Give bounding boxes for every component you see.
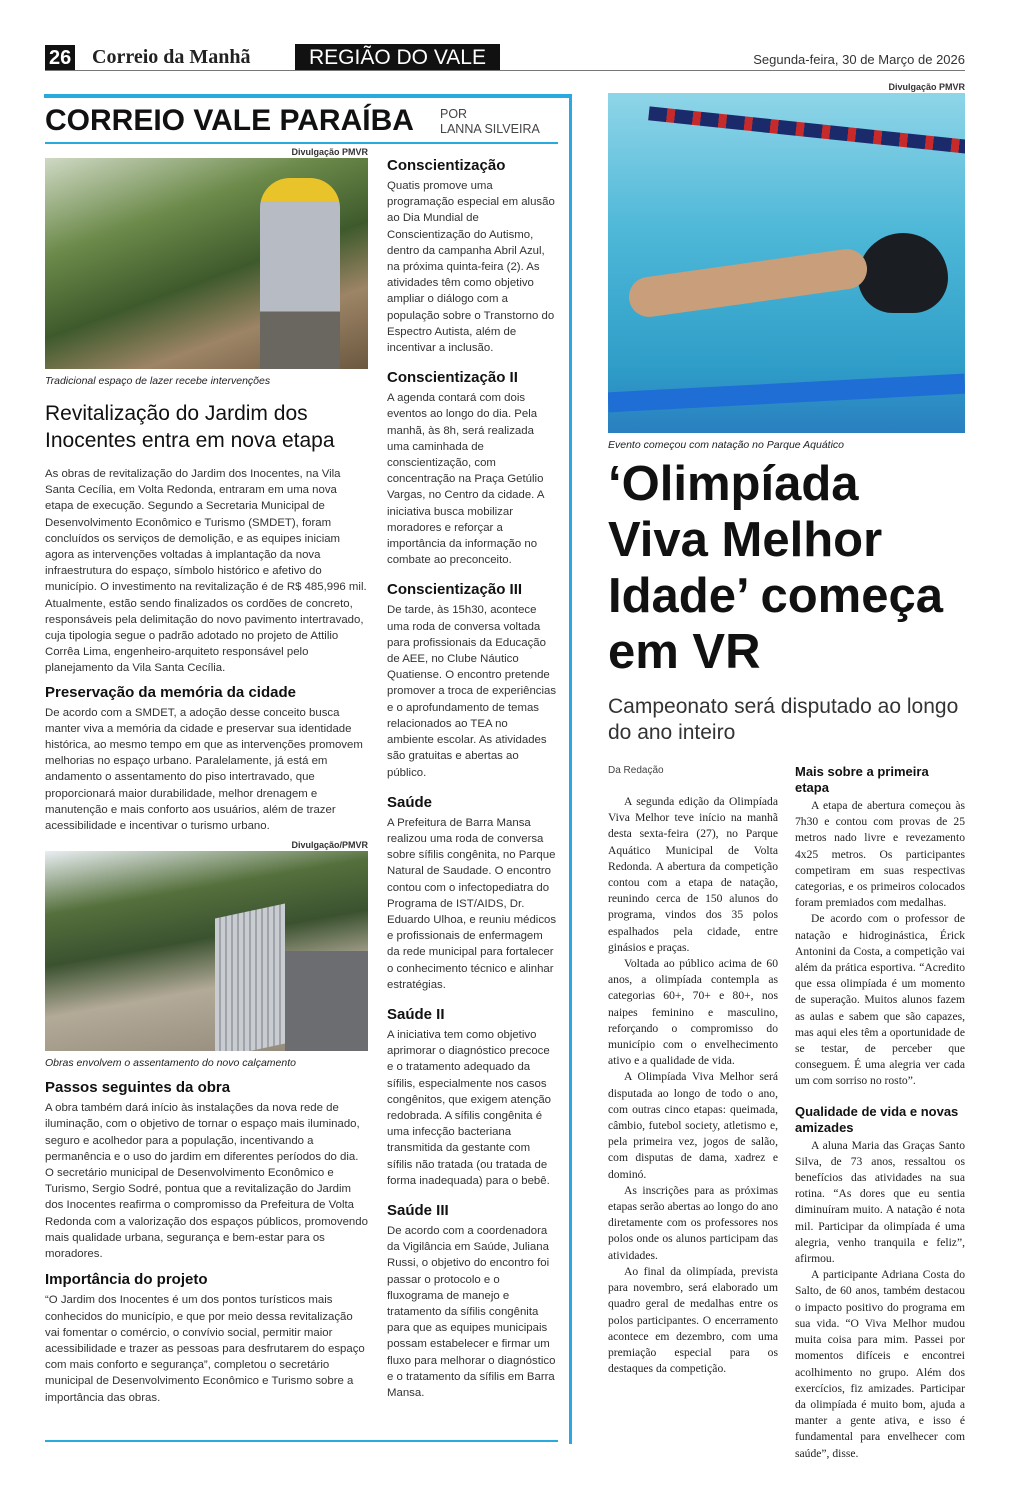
article-headline: Revitalização do Jardim dos Inocentes entra em nova etapa: [45, 402, 335, 452]
paragraph: As inscrições para as próximas etapas serão abertas ao longo do ano diretamente com os professores nos polos onde os alunos participam das atividades.: [608, 1183, 778, 1262]
right-article: [608, 82, 965, 1462]
column-title: CORREIO VALE PARAÍBA: [45, 104, 414, 137]
note-title: Saúde II: [387, 1005, 445, 1023]
article-headline: ‘Olimpíada Viva Melhor Idade’ começa em VR: [608, 457, 944, 679]
subhead: Passos seguintes da obra: [45, 1079, 231, 1097]
page-number: 26: [45, 45, 75, 71]
note-text: A Prefeitura de Barra Mansa realizou uma roda de conversa sobre sífilis congênita, no Parque Natural de Saudade. O encontro contou com o infectopediatra do Programa de IST/AIDS, Dr. Eduardo Ulhoa, e reuniu médicos e profissionais de enfermagem da rede municipal para fortalecer o conhecimento técnico e alinhar estratégias.: [387, 816, 557, 991]
paragraph: A Olimpíada Viva Melhor será disputada ao longo de todo o ano, com outras cinco etapas: queimada, câmbio, futebol society, atletismo e, pela primeira vez, jogos de salão, com disputas de dama, xadrez e dominó.: [608, 1070, 778, 1181]
subhead: Preservação da memória da cidade: [45, 683, 296, 701]
note-text: De acordo com a coordenadora da Vigilância em Saúde, Juliana Russi, o objetivo do encontro foi passar o protocolo e o fluxograma de manejo e tratamento da sífilis congênita para que as equipes municipais possam estabelecer e firmar um fluxo para melhorar o diagnóstico e o tratamento da sífilis em Barra Mansa.: [387, 1224, 556, 1399]
notes-column: [387, 156, 557, 1413]
sidewalk-construction-photo: [45, 851, 368, 1051]
paragraph: Voltada ao público acima de 60 anos, a olimpíada contempla as categorias 60+, 70+ e 80+, nos naipes feminino e masculino, reforçando o compromisso do município com o envelhecimento ativo e a qualidade de vida.: [608, 957, 778, 1068]
article-paragraph: As obras de revitalização do Jardim dos Inocentes, na Vila Santa Cecília, em Volta Redonda, entraram em uma nova etapa de execução. Segundo a Secretaria Municipal de Desenvolvimento Econômico e Turismo (SMDET), foram concluídos os serviços de demolição, e as equipes iniciam agora as intervenções voltadas à implantação da nova infraestrutura do espaço, símbolo histórico e afetivo do município. O investimento na revitalização é de R$ 485,996 mil. Atualmente, estão sendo finalizados os cordões de concreto, responsáveis pela delimitação do novo pavimento intertravado, cuja tipologia segue o padrão adotado no projeto de Attilio Corrêa Lima, engenheiro-arquiteto responsável pelo planejamento da Vila Santa Cecília.: [45, 468, 367, 675]
photo-credit: Divulgação PMVR: [291, 147, 368, 157]
paragraph: A segunda edição da Olimpíada Viva Melhor teve início na manhã desta sexta-feira (27), no Parque Aquático Municipal de Volta Redonda. A abertura da competição contou com a etapa de natação, reunindo cerca de 150 alunos do programa, vindos dos 35 polos espalhados pela cidade, entre ginásios e praças.: [608, 795, 778, 954]
note-title: Conscientização: [387, 157, 506, 174]
byline-author: LANNA SILVEIRA: [440, 122, 540, 136]
article-column-1: [608, 764, 778, 1462]
photo-credit: Divulgação/PMVR: [291, 840, 368, 851]
header-rule: [45, 70, 965, 71]
swimmer-photo: [608, 93, 965, 433]
subhead: Importância do projeto: [45, 1271, 208, 1289]
paragraph: De acordo com o professor de natação e hidroginástica, Érick Antonini da Costa, a competição vai além da prática esportiva. “Acredito que essa olimpíada é um momento de superação. Muitos alunos fazem as aulas e sabem que são capazes, mas aqui eles têm a oportunidade de se testar, de perceber que conseguem. É uma alegria ver cada um com sorriso no rosto”.: [795, 912, 965, 1088]
article-body: [608, 764, 965, 1462]
left-column: [45, 147, 368, 1406]
byline-por: POR: [440, 107, 468, 121]
note-title: Saúde: [387, 793, 433, 811]
box-bottom-rule: [45, 1440, 558, 1442]
swimmer-arm: [626, 246, 869, 319]
lane-float: [608, 374, 965, 413]
column-byline: [440, 107, 540, 137]
paragraph: A participante Adriana Costa do Salto, de 60 anos, também destacou o impacto positivo do programa em sua vida. “O Viva Melhor mudou muita coisa para mim. Passei por momentos difíceis e encontrei acolhimento no grupo. Além dos exercícios, fiz amizades. Participar da olimpíada é muito bom, ajuda a manter a gente ativa, e isso é fundamental para envelhecer com saúde”, disse.: [795, 1268, 965, 1460]
paragraph: A aluna Maria das Graças Santo Silva, de 73 anos, ressaltou os benefícios das atividades na sua rotina. “As dores que eu sentia diminuíram muito. A natação é nota mil. Participar da olimpíada é uma alegria, venho tranquila e feliz”, afirmou.: [795, 1138, 965, 1266]
paragraph: Ao final da olimpíada, prevista para novembro, será elaborado um quadro geral de medalhas entre os polos participantes. O encerramento acontece em dezembro, com uma premiação especial para os destaques da competição.: [608, 1264, 778, 1376]
subhead: Mais sobre a primeira etapa: [795, 764, 929, 795]
note-text: Quatis promove uma programação especial em alusão ao Dia Mundial de Conscientização do Autismo, dentro da campanha Abril Azul, na próxima quinta-feira (2). As atividades têm como objetivo ampliar o diálogo com a população sobre o Transtorno do Espectro Autista, além de incentivar a inclusão.: [387, 180, 555, 355]
road: [285, 951, 368, 1051]
lane-rope: [648, 106, 965, 153]
photo-caption: Evento começou com natação no Parque Aquático: [608, 439, 845, 451]
newspaper-logo: Correio da Manhã: [92, 46, 251, 68]
photo-caption: Obras envolvem o assentamento do novo calçamento: [45, 1057, 296, 1070]
note-text: A agenda contará com dois eventos ao longo do dia. Pela manhã, às 8h, será realizada uma caminhada de conscientização, com concentração na Praça Getúlio Vargas, no Centro da cidade. A iniciativa busca mobilizar moradores e reforçar a importância da informação no combate ao preconceito.: [387, 392, 544, 567]
note-title: Conscientização III: [387, 581, 523, 599]
garden-construction-photo: [45, 158, 368, 369]
author: Da Redação: [608, 765, 664, 776]
swimmer-head: [858, 233, 948, 313]
note-title: Saúde III: [387, 1201, 449, 1219]
photo-credit: Divulgação PMVR: [888, 82, 965, 92]
article-paragraph: “O Jardim dos Inocentes é um dos pontos turísticos mais conhecidos do município, e que por meio dessa revitalização vai fomentar o comércio, o convívio social, permitir maior acessibilidade e trazer as pessoas para desfrutarem do espaço com mais conforto e segurança”, completou o secretário municipal de Desenvolvimento Econômico e Turismo sobre a importância das obras.: [45, 1294, 365, 1404]
subhead: Qualidade de vida e novas amizades: [795, 1103, 959, 1135]
article-column-2: [795, 764, 965, 1462]
issue-date: Segunda-feira, 30 de Março de 2026: [753, 52, 965, 67]
article-subtitle: Campeonato será disputado ao longo do ano inteiro: [608, 695, 959, 744]
note-title: Conscientização II: [387, 369, 518, 387]
photo-caption: Tradicional espaço de lazer recebe intervenções: [45, 375, 271, 387]
worker-figure: [260, 178, 340, 369]
paragraph: A etapa de abertura começou às 7h30 e contou com provas de 25 metros nado livre e revezamento 4x25 metros. Os participantes competiram em suas respectivas categorias, e os primeiros colocados foram premiados com medalhas.: [795, 799, 965, 910]
note-text: De tarde, às 15h30, acontece uma roda de conversa voltada para profissionais da Educação de AEE, no Clube Náutico Quatiense. O encontro pretende promover a troca de experiências e o aprofundamento de temas relacionados ao TEA no ambiente escolar. As atividades são gratuitas e abertas ao público.: [387, 604, 557, 779]
note-text: A iniciativa tem como objetivo aprimorar o diagnóstico precoce e o tratamento adequado da sífilis, especialmente nos casos congênitos, que exigem atenção redobrada. A sífilis congênita é uma infecção bacteriana transmitida da gestante com sífilis não tratada (ou tratada de forma inadequada) para o bebê.: [387, 1028, 552, 1187]
title-underline: [45, 142, 558, 144]
metal-fence: [215, 904, 285, 1051]
article-paragraph: De acordo com a SMDET, a adoção desse conceito busca manter viva a memória da cidade e preservar sua identidade histórica, ao mesmo tempo em que as intervenções promovem melhorias no espaço urbano. Paralelamente, já está em andamento o assentamento do piso intertravado, que proporcionará maior durabilidade, melhor drenagem e manutenção e mais conforto aos usuários, além de trazer acessibilidade e incentivar o turismo urbano.: [45, 706, 363, 833]
section-label: REGIÃO DO VALE: [295, 44, 500, 71]
article-paragraph: A obra também dará início às instalações da nova rede de iluminação, com o objetivo de tornar o espaço mais iluminado, seguro e acolhedor para a população, incentivando a permanência e o uso do jardim em diferentes períodos do dia. O secretário municipal de Desenvolvimento Econômico e Turismo, Sergio Sodré, pontua que a revitalização do Jardim dos Inocentes reafirma o compromisso da Prefeitura de Volta Redonda com a valorização dos espaços públicos, promovendo mais qualidade urbana, segurança e bem-estar para os moradores.: [45, 1102, 368, 1261]
